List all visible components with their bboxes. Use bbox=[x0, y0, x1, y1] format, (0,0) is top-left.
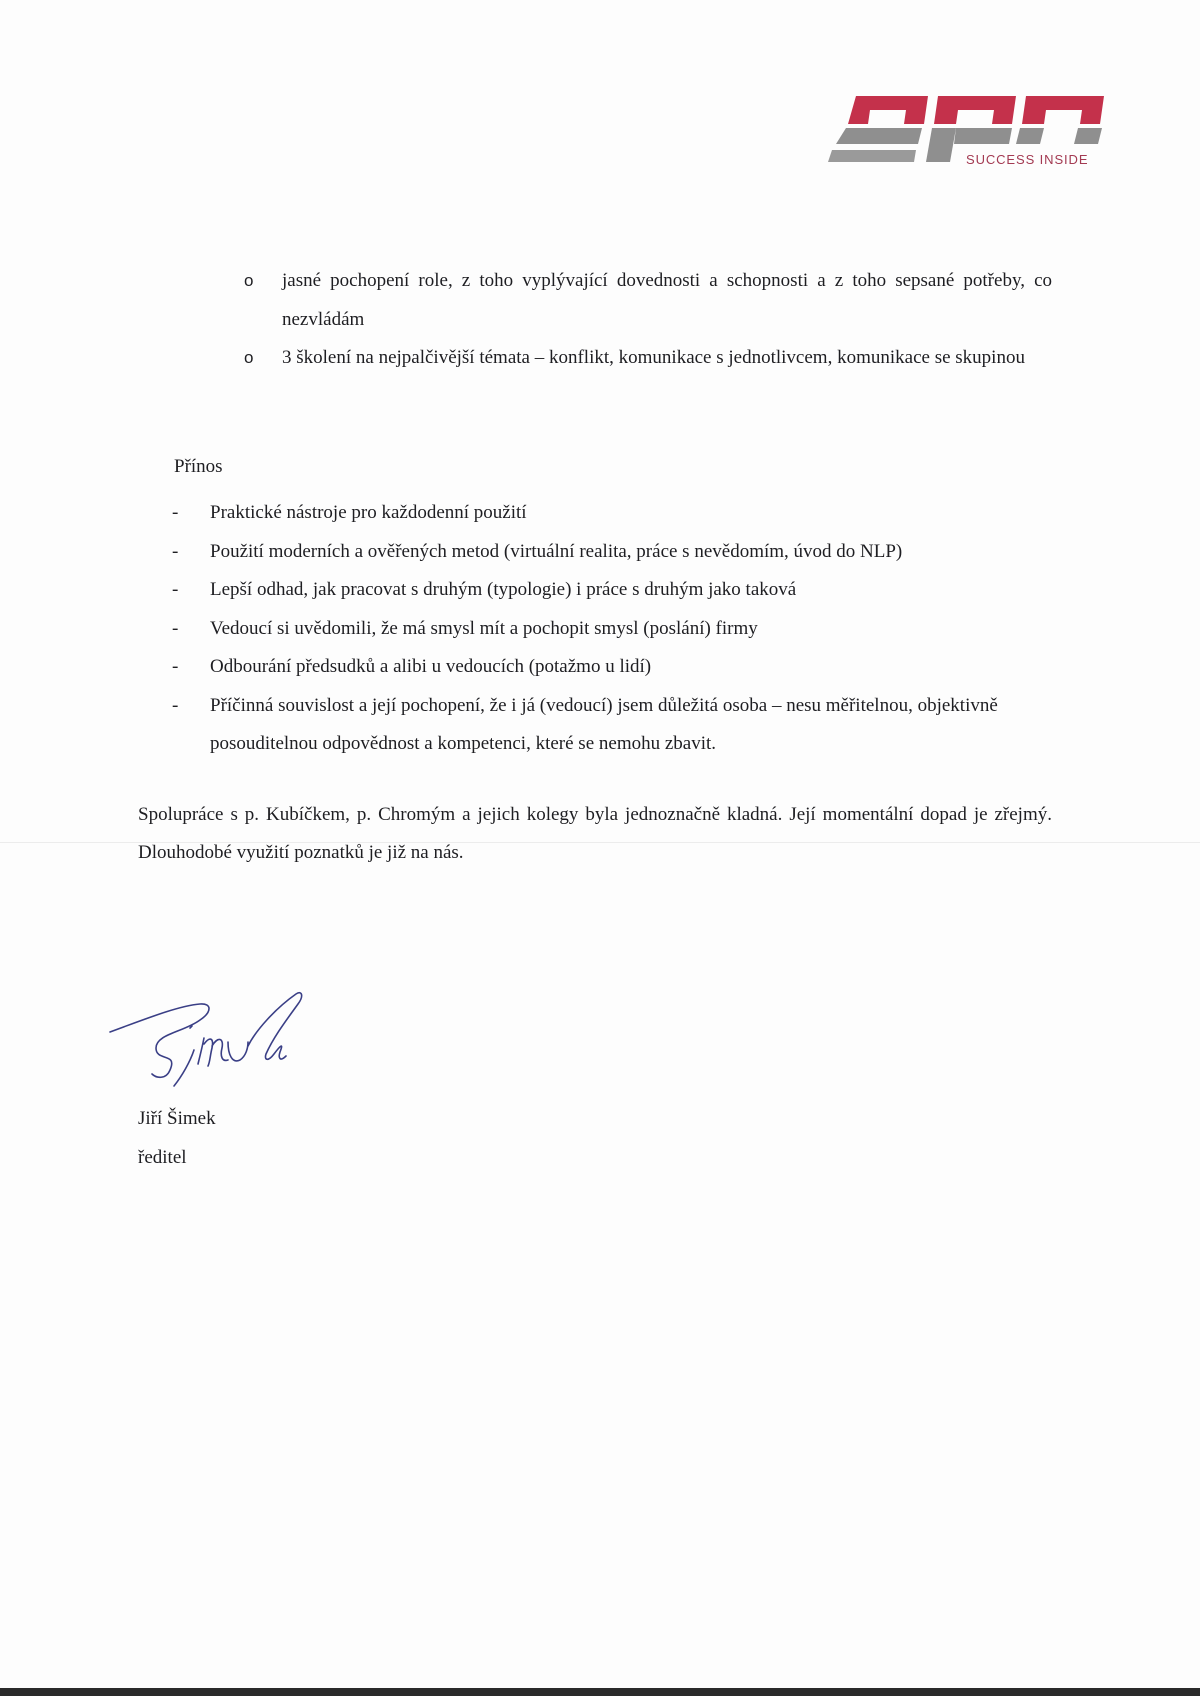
signature-drawing bbox=[108, 990, 328, 1090]
list-item-text: Použití moderních a ověřených metod (virtuální realita, práce s nevědomím, úvod do NLP) bbox=[210, 540, 903, 562]
list-item bbox=[244, 339, 1052, 378]
list-item bbox=[172, 648, 1052, 687]
signatory-name: Jiří Šimek bbox=[138, 1108, 216, 1129]
dash-bullet-marker: - bbox=[172, 694, 179, 716]
list-item bbox=[172, 494, 1052, 533]
list-item-text: jasné pochopení role, z toho vyplývající dovednosti a schopnosti a z toho sepsané potřeby, co nezvládám bbox=[282, 270, 1052, 330]
list-item bbox=[172, 610, 1052, 649]
list-item-text: Příčinná souvislost a její pochopení, že i já (vedoucí) jsem důležitá osoba – nesu měřitelnou, objektivně posouditelnou odpovědnost a kompetenci, které se nemohu zbavit. bbox=[210, 694, 998, 754]
circle-bullet-marker: o bbox=[244, 348, 254, 367]
closing-paragraph: Spolupráce s p. Kubíčkem, p. Chromým a jejich kolegy byla jednoznačně kladná. Její momentální dopad je zřejmý. Dlouhodobé využití poznatků je již na nás. bbox=[138, 804, 1052, 863]
sub-bullet-list bbox=[244, 262, 1052, 378]
list-item-text: Vedoucí si uvědomili, že má smysl mít a pochopit smysl (poslání) firmy bbox=[210, 617, 758, 639]
gpn-logo bbox=[826, 92, 1116, 174]
dash-bullet-marker: - bbox=[172, 617, 179, 639]
signatory-role: ředitel bbox=[138, 1147, 187, 1168]
dash-bullet-marker: - bbox=[172, 502, 179, 523]
dash-bullet-marker: - bbox=[172, 656, 179, 677]
circle-bullet-marker: o bbox=[244, 271, 254, 290]
list-item bbox=[172, 687, 1052, 764]
dash-bullet-marker: - bbox=[172, 540, 179, 562]
logo-tagline: SUCCESS INSIDE bbox=[966, 152, 1089, 167]
benefits-list bbox=[172, 494, 1052, 764]
scan-bottom-edge bbox=[0, 1688, 1200, 1696]
dash-bullet-marker: - bbox=[172, 579, 179, 600]
list-item bbox=[172, 571, 1052, 610]
list-item-text: Odbourání předsudků a alibi u vedoucích (potažmo u lidí) bbox=[210, 656, 652, 677]
list-item-text: 3 školení na nejpalčivější témata – konflikt, komunikace s jednotlivcem, komunikace se skupinou bbox=[282, 347, 1025, 368]
list-item-text: Lepší odhad, jak pracovat s druhým (typologie) i práce s druhým jako taková bbox=[210, 579, 797, 600]
list-item bbox=[172, 533, 1052, 572]
section-heading: Přínos bbox=[174, 456, 223, 477]
list-item bbox=[244, 262, 1052, 339]
handwritten-signature bbox=[108, 990, 328, 1090]
list-item-text: Praktické nástroje pro každodenní použití bbox=[210, 502, 527, 523]
